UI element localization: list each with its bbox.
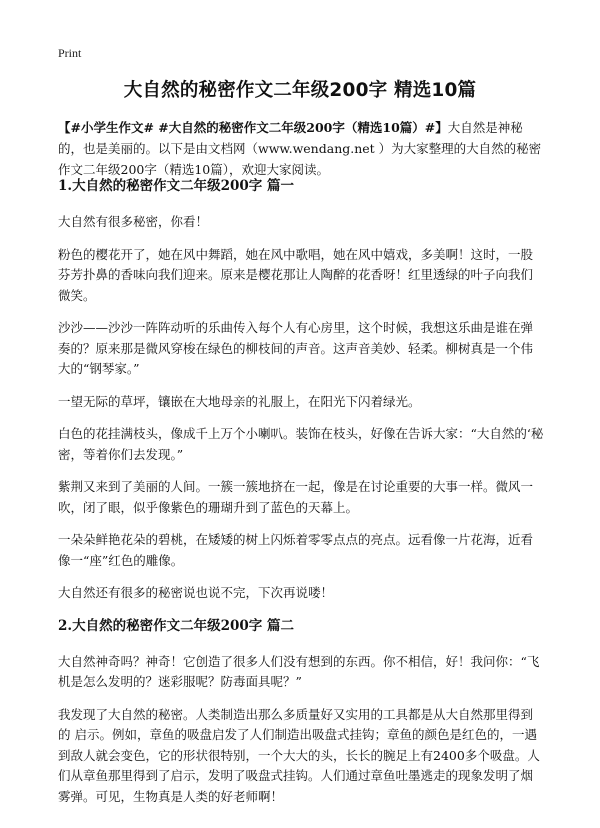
paragraph: 大自然还有很多的秘密说也说不完，下次再说喽！ xyxy=(58,585,334,600)
paragraph: 粉色的樱花开了，她在风中舞蹈，她在风中歌唱，她在风中嬉戏，多美啊！这时，一股芬芳扑鼻的香味向我们迎来。原来是樱花那让人陶醉的花香呀！红里透绿的叶子向我们微笑。 xyxy=(58,246,534,303)
section-1 xyxy=(58,176,544,604)
section-2 xyxy=(58,616,544,808)
section-heading: 1.大自然的秘密作文二年级200字 篇一 xyxy=(58,178,294,194)
paragraph: 一朵朵鲜艳花朵的碧桃，在矮矮的树上闪烁着零零点点的亮点。远看像一片花海，近看像一“座”红色的雕像。 xyxy=(58,532,534,568)
print-link[interactable]: Print xyxy=(58,46,82,60)
paragraph: 沙沙——沙沙一阵阵动听的乐曲传入每个人有心房里，这个时候，我想这乐曲是谁在弹奏的？原来那是微风穿梭在绿色的柳枝间的声音。这声音美妙、轻柔。柳树真是一个伟大的“钢琴家。” xyxy=(58,320,534,376)
paragraph: 大自然有很多秘密，你看！ xyxy=(58,214,209,229)
paragraph: 大自然神奇吗？神奇！它创造了很多人们没有想到的东西。你不相信，好！我问你：“飞机是怎么发明的？迷彩服呢？防毒面具呢？” xyxy=(58,653,540,689)
paragraph: 我发现了大自然的秘密。人类制造出那么多质量好又实用的工具都是从大自然那里得到的 启示。例如，章鱼的吸盘启发了人们制造出吸盘式挂钩；章鱼的颜色是红色的，一遇到敌人就会变色，它的形状很特别，一个大大的头，长长的腕足上有2400多个吸盘。人们从章鱼那里得到了启示，发明了吸盘式挂钩。人们通过章鱼吐墨逃走的现象发明了烟雾弹。可见，生物真是人类的好老师啊！ xyxy=(58,706,540,804)
article-body xyxy=(58,176,544,819)
paragraph: 白色的花挂满枝头，像成千上万个小喇叭。装饰在枝头，好像在告诉大家：“大自然的‘秘密，等着你们去发现。” xyxy=(58,426,544,462)
page-title: 大自然的秘密作文二年级200字 精选10篇 xyxy=(123,80,477,101)
paragraph: 紫荆又来到了美丽的人间。一簇一簇地挤在一起，像是在讨论重要的大事一样。微风一吹，闭了眼，似乎像紫色的珊瑚升到了蓝色的天幕上。 xyxy=(58,479,534,515)
section-heading: 2.大自然的秘密作文二年级200字 篇二 xyxy=(58,617,294,634)
paragraph: 一望无际的草坪，镶嵌在大地母亲的礼服上，在阳光下闪着绿光。 xyxy=(58,393,421,409)
intro-tags: 【#小学生作文# #大自然的秘密作文二年级200字（精选10篇）#】 xyxy=(58,120,448,135)
intro-text: 大自然是神秘的，也是美丽的。以下是由文档网（www.wendang.net ）为大家整理的大自然的秘密作文二年级200字（精选10篇），欢迎大家阅读。 xyxy=(58,120,542,177)
intro-paragraph xyxy=(58,117,544,180)
